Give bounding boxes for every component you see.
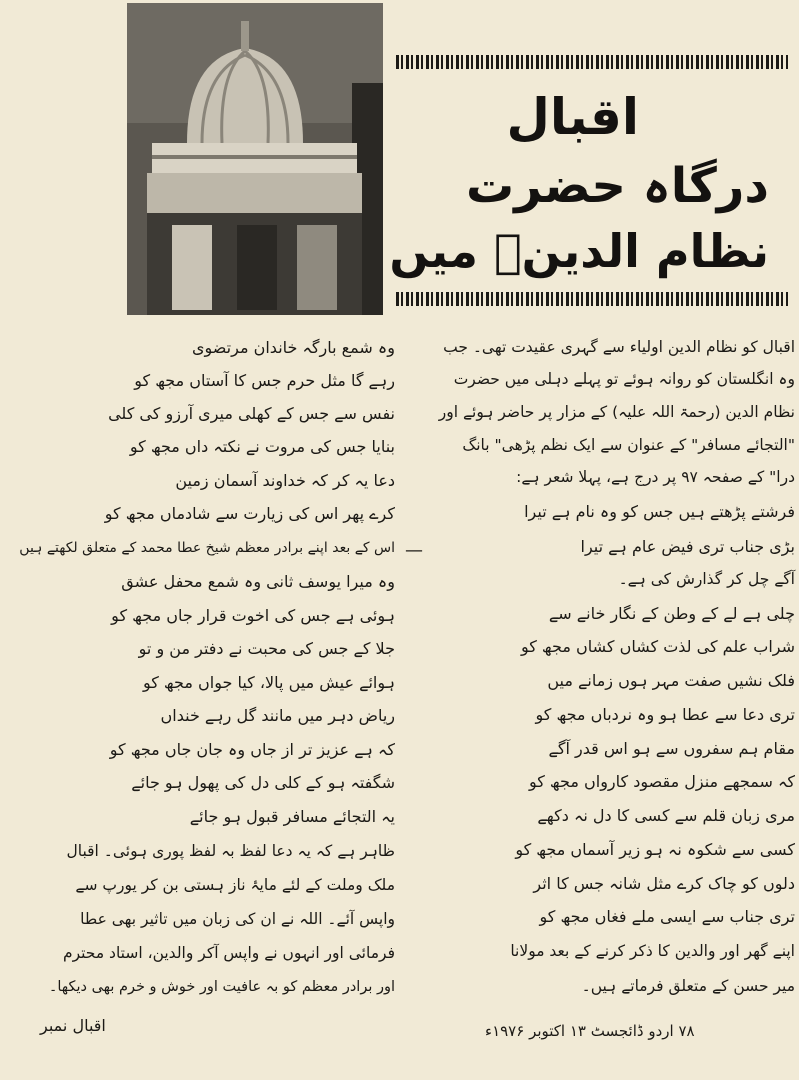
verse-line: نفس سے جس کے کھلی میری آرزو کی کلی [108,404,395,423]
verse-line: مری زبان قلم سے کسی کا دل نہ دکھے [537,806,795,825]
prose-line: واپس آئے۔ اللہ نے ان کی زبان میں تاثیر بھی عطا [80,910,395,928]
prose-line: ظاہر ہے کہ یہ دعا لفظ بہ لفظ پوری ہوئی۔ اقبال [66,842,395,860]
verse-line: ہوئی ہے جس کی اخوت قرار جاں مجھ کو [111,606,395,625]
verse-line: تری دعا سے عطا ہو وہ نردباں مجھ کو [535,705,795,724]
shrine-dome-photo [127,3,383,315]
verse-line: کہ سمجھے منزل مقصود کارواں مجھ کو [528,772,795,791]
ornamental-rule-top [396,55,788,69]
right-line: میر حسن کے متعلق فرماتے ہیں۔ [581,977,795,995]
verse-line: چلی ہے لے کے وطن کے نگار خانے سے [548,604,795,623]
verse-line: کرے پھر اس کی زیارت سے شادماں مجھ کو [104,504,395,523]
verse-line: جلا کے جس کی محبت نے دفتر من و تو [138,639,395,658]
verse-line: فرشتے پڑھتے ہیں جس کو وہ نام ہے تیرا [524,502,795,521]
prose-line: فرمائی اور انہوں نے واپس آکر والدین، استاد محترم [62,944,395,962]
verse-line: بڑی جناب تری فیض عام ہے تیرا [580,537,795,556]
right-line: وہ انگلستان کو روانہ ہوئے تو پہلے دہلی میں حضرت [453,370,795,388]
verse-line: کہ ہے عزیز تر از جاں وہ جان جاں مجھ کو [109,740,395,759]
page-footer: ۷۸ اردو ڈائجسٹ ۱۳ اکتوبر ۱۹۷۶ء [485,1022,695,1040]
right-line: آگے چل کر گذارش کی ہے۔ [618,570,795,588]
prose-line: اور برادر معظم کو بہ عافیت اور خوش و خرم بھی دیکھا۔ [48,979,395,995]
ornamental-rule-bottom [396,292,788,306]
verse-line: شگفتہ ہو کے کلی دل کی پھول ہو جائے [131,773,395,792]
verse-line: وہ میرا یوسف ثانی وہ شمع محفل عشق [121,572,395,591]
right-line: اقبال کو نظام الدین اولیاء سے گہری عقیدت تھی۔ جب [443,338,795,356]
verse-line: وہ شمع بارگہ خاندان مرتضوی [192,338,395,357]
verse-line: تری جناب سے ایسی ملے فغاں مجھ کو [539,907,795,926]
right-line: اپنے گھر اور والدین کا ذکر کرنے کے بعد مولانا [510,942,795,960]
right-line: "التجائے مسافر" کے عنوان سے ایک نظم پڑھی" بانگ [462,436,795,454]
prose-line: اس کے بعد اپنے برادر معظم شیخ عطا محمد کے متعلق لکھتے ہیں [19,540,395,556]
right-line: نظام الدین (رحمۃ اللہ علیہ) کے مزار پر حاضر ہوئے اور [438,403,795,421]
section-signature: اقبال نمبر [40,1016,106,1035]
prose-line: ملک وملت کے لئے مایۂ ناز ہستی بن کر یورپ سے [75,876,395,894]
right-line: درا" کے صفحہ ۹۷ پر درج ہے، پہلا شعر ہے: [516,468,795,486]
verse-line: یہ التجائے مسافر قبول ہو جائے [189,807,395,826]
verse-line: کسی سے شکوہ نہ ہو زیر آسماں مجھ کو [515,840,795,859]
verse-line: بنایا جس کی مروت نے نکتہ داں مجھ کو [129,437,395,456]
title-line-1: اقبال [506,88,639,146]
title-line-2: درگاہ حضرت [465,158,769,214]
separator-dash: — [405,540,423,561]
title-line-3: نظام الدینؒ میں [389,224,769,278]
verse-line: دلوں کو چاک کرے مثل شانہ جس کا اثر [533,874,795,893]
verse-line: رہے گا مثل حرم جس کا آستاں مجھ کو [134,371,395,390]
verse-line: ہوائے عیش میں پالا، کیا جواں مجھ کو [142,673,395,692]
shrine-dome-icon [127,3,383,315]
verse-line: مقام ہم سفروں سے ہو اس قدر آگے [548,739,795,758]
verse-line: دعا یہ کر کہ خداوند آسمان زمین [175,471,395,490]
verse-line: فلک نشیں صفت مہر ہوں زمانے میں [547,671,795,690]
verse-line: شراب علم کی لذت کشاں کشاں مجھ کو [520,637,795,656]
verse-line: ریاض دہر میں مانند گل رہے خنداں [160,706,395,725]
